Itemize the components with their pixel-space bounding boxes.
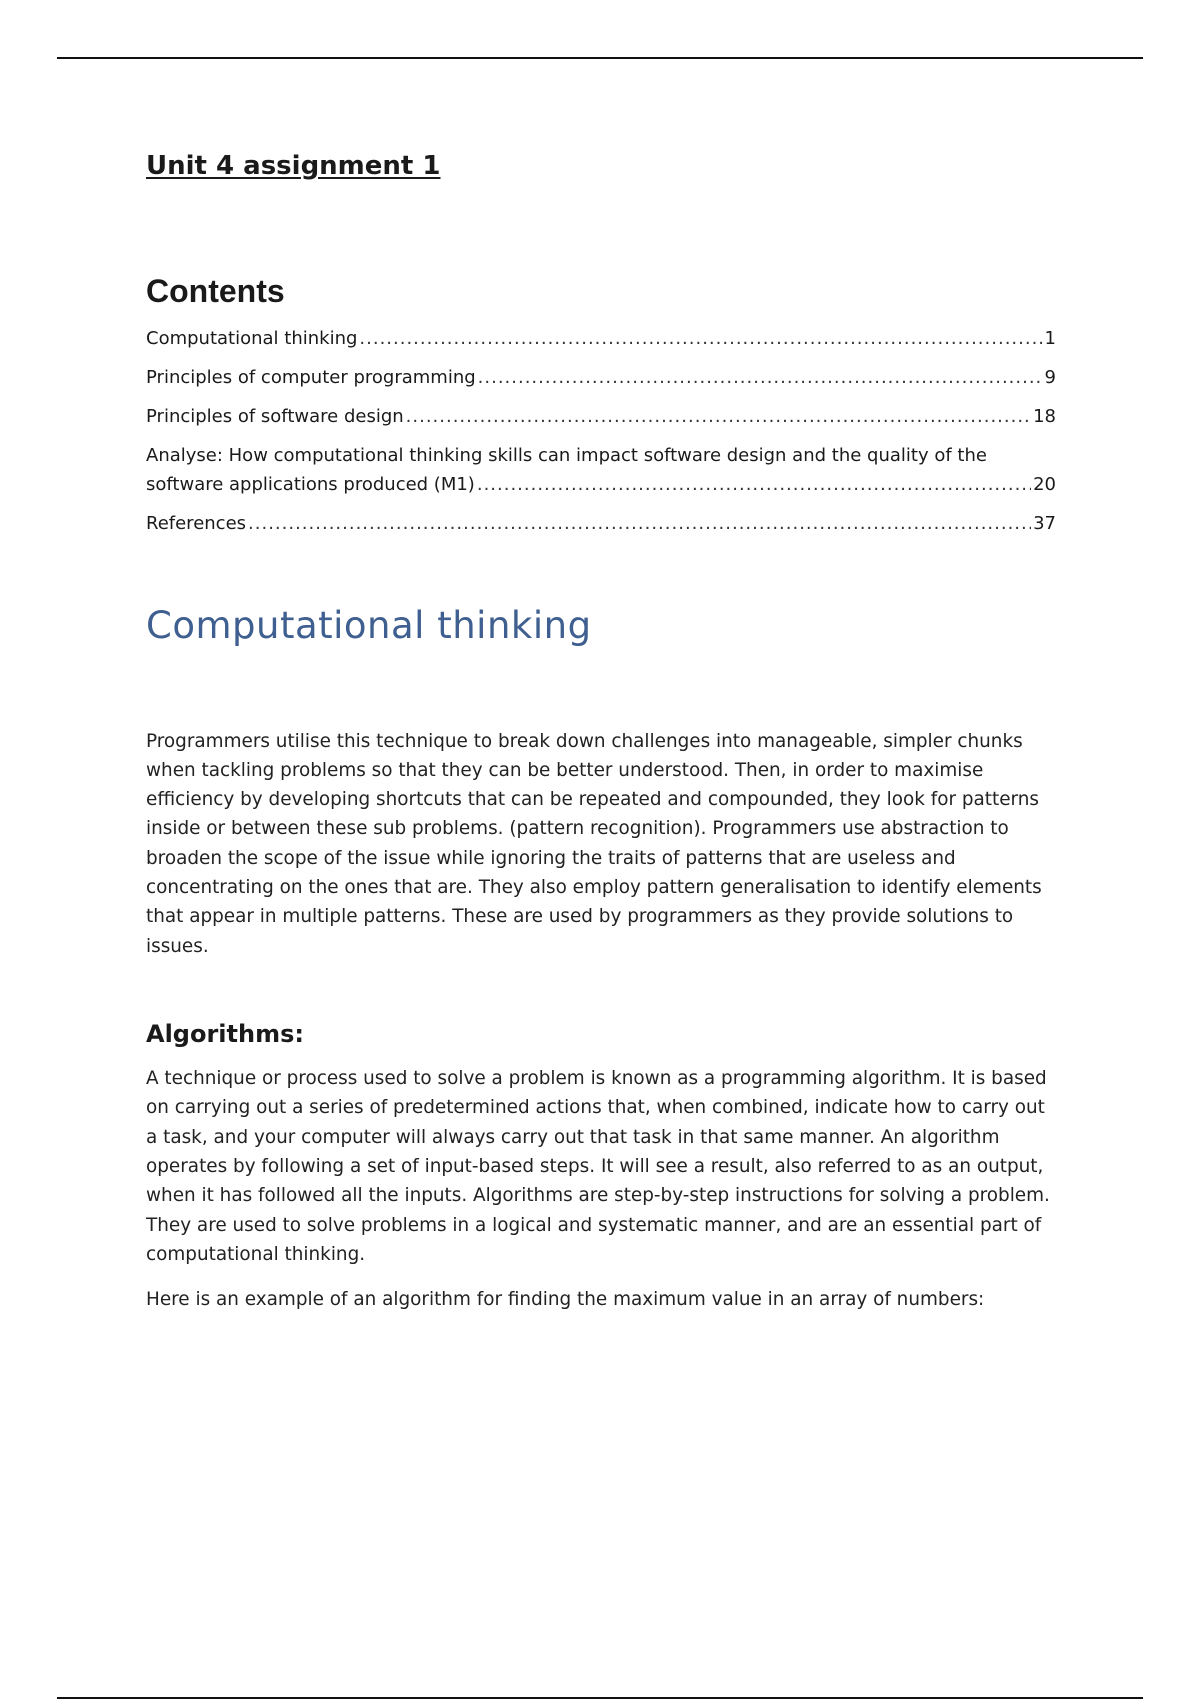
toc-page-number: 37 xyxy=(1033,513,1056,535)
toc-page-number: 1 xyxy=(1044,328,1056,350)
document-page xyxy=(146,140,1056,1315)
toc-entry-label: software applications produced (M1) xyxy=(146,474,475,496)
intro-paragraph: Programmers utilise this technique to break down challenges into manageable, simpler chunks when tackling problems so that they can be better understood. Then, in order to maximise efficiency by developing shortcuts that can be repeated and compounded, they look for patterns inside or between these sub problems. (pattern recognition). Programmers use abstraction to broaden the scope of the issue while ignoring the traits of patterns that are useless and concentrating on the ones that are. They also employ pattern generalisation to identify elements that appear in multiple patterns. These are used by programmers as they provide solutions to issues. xyxy=(146,730,1042,957)
contents-heading: Contents xyxy=(146,272,285,309)
toc-entry-principles-software-design[interactable] xyxy=(146,402,1056,431)
table-of-contents xyxy=(146,324,1056,538)
toc-page-number: 18 xyxy=(1033,406,1056,428)
header-rule xyxy=(57,57,1143,59)
toc-leader-dots xyxy=(478,363,1043,392)
toc-leader-dots xyxy=(477,470,1031,499)
toc-entry-references[interactable] xyxy=(146,509,1056,538)
example-paragraph: Here is an example of an algorithm for finding the maximum value in an array of numbers: xyxy=(146,1289,985,1311)
toc-leader-dots xyxy=(406,402,1031,431)
toc-entry-label: Computational thinking xyxy=(146,328,358,350)
toc-page-number: 20 xyxy=(1033,474,1056,496)
toc-entry-label: Principles of computer programming xyxy=(146,367,476,389)
section-heading-computational-thinking: Computational thinking xyxy=(146,604,592,648)
toc-entry-label-line1: Analyse: How computational thinking skills can impact software design and the quality of the xyxy=(146,445,987,467)
algorithms-paragraph: A technique or process used to solve a problem is known as a programming algorithm. It is based on carrying out a series of predetermined actions that, when combined, indicate how to carry out a task, and your computer will always carry out that task in that same manner. An algorithm operates by following a set of input-based steps. It will see a result, also referred to as an output, when it has followed all the inputs. Algorithms are step-by-step instructions for solving a problem. They are used to solve problems in a logical and systematic manner, and are an essential part of computational thinking. xyxy=(146,1068,1050,1265)
toc-leader-dots xyxy=(248,509,1031,538)
toc-entry-analyse-m1[interactable] xyxy=(146,441,1056,499)
toc-entry-label: References xyxy=(146,513,247,535)
toc-entry-label: Principles of software design xyxy=(146,406,404,428)
document-title: Unit 4 assignment 1 xyxy=(146,151,441,181)
toc-entry-computational-thinking[interactable] xyxy=(146,324,1056,353)
toc-leader-dots xyxy=(359,324,1042,353)
toc-page-number: 9 xyxy=(1044,367,1056,389)
toc-entry-principles-programming[interactable] xyxy=(146,363,1056,392)
algorithms-heading: Algorithms: xyxy=(146,1019,304,1048)
footer-rule xyxy=(57,1697,1143,1699)
